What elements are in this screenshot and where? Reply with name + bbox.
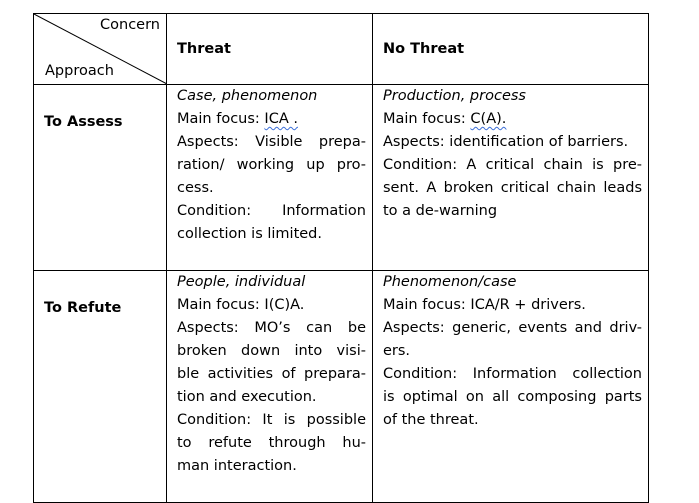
cell-condition-line: is optimal on all composing parts bbox=[383, 389, 642, 405]
row-header-refute: To Refute bbox=[34, 271, 167, 503]
cell-condition-line: Condition: A critical chain is pre- bbox=[383, 157, 642, 173]
cell-assess-no-threat bbox=[373, 85, 649, 271]
cell-aspects-line: tion and execution. bbox=[177, 389, 317, 405]
cell-kind: Production, process bbox=[383, 88, 526, 104]
cell-condition-line: of the threat. bbox=[383, 412, 479, 428]
cell-focus: Main focus: C(A). bbox=[383, 111, 507, 127]
cell-condition-line: sent. A broken critical chain leads bbox=[383, 180, 642, 196]
row-header-assess: To Assess bbox=[34, 85, 167, 271]
cell-kind: Case, phenomenon bbox=[177, 88, 318, 104]
corner-cell bbox=[34, 14, 167, 85]
table-row bbox=[34, 85, 649, 271]
approach-label: Approach bbox=[45, 63, 114, 79]
cell-condition-line: to a de-warning bbox=[383, 203, 498, 219]
cell-refute-no-threat bbox=[373, 271, 649, 503]
cell-condition-line: Condition: It is possible bbox=[177, 412, 366, 428]
cell-condition-line: Condition: Information collection bbox=[383, 366, 642, 382]
approach-concern-matrix bbox=[33, 13, 649, 503]
cell-aspects-line: ble activities of prepara- bbox=[177, 366, 366, 382]
cell-aspects-line: broken down into visi- bbox=[177, 343, 366, 359]
cell-refute-threat bbox=[167, 271, 373, 503]
cell-aspects-line: cess. bbox=[177, 180, 214, 196]
cell-focus: Main focus: ICA/R + drivers. bbox=[383, 297, 586, 313]
cell-kind: People, individual bbox=[177, 274, 306, 290]
cell-aspects-line: ration/ working up pro- bbox=[177, 157, 366, 173]
concern-label: Concern bbox=[100, 17, 160, 33]
cell-focus: Main focus: ICA . bbox=[177, 111, 298, 127]
cell-focus: Main focus: I(C)A. bbox=[177, 297, 305, 313]
cell-kind: Phenomenon/case bbox=[383, 274, 517, 290]
cell-aspects-line: ers. bbox=[383, 343, 411, 359]
column-header-threat: Threat bbox=[167, 14, 373, 85]
table-row bbox=[34, 271, 649, 503]
column-header-no-threat: No Threat bbox=[373, 14, 649, 85]
cell-condition-line: man interaction. bbox=[177, 458, 297, 474]
cell-condition-line: collection is limited. bbox=[177, 226, 322, 242]
cell-condition-line: to refute through hu- bbox=[177, 435, 366, 451]
cell-assess-threat bbox=[167, 85, 373, 271]
cell-condition-line: Condition: Information bbox=[177, 203, 366, 219]
cell-aspects-line: Aspects: generic, events and driv- bbox=[383, 320, 642, 336]
header-row bbox=[34, 14, 649, 85]
cell-aspects-line: Aspects: MO’s can be bbox=[177, 320, 366, 336]
cell-aspects-line: Aspects: Visible prepa- bbox=[177, 134, 366, 150]
cell-aspects-line: Aspects: identification of barriers. bbox=[383, 134, 629, 150]
